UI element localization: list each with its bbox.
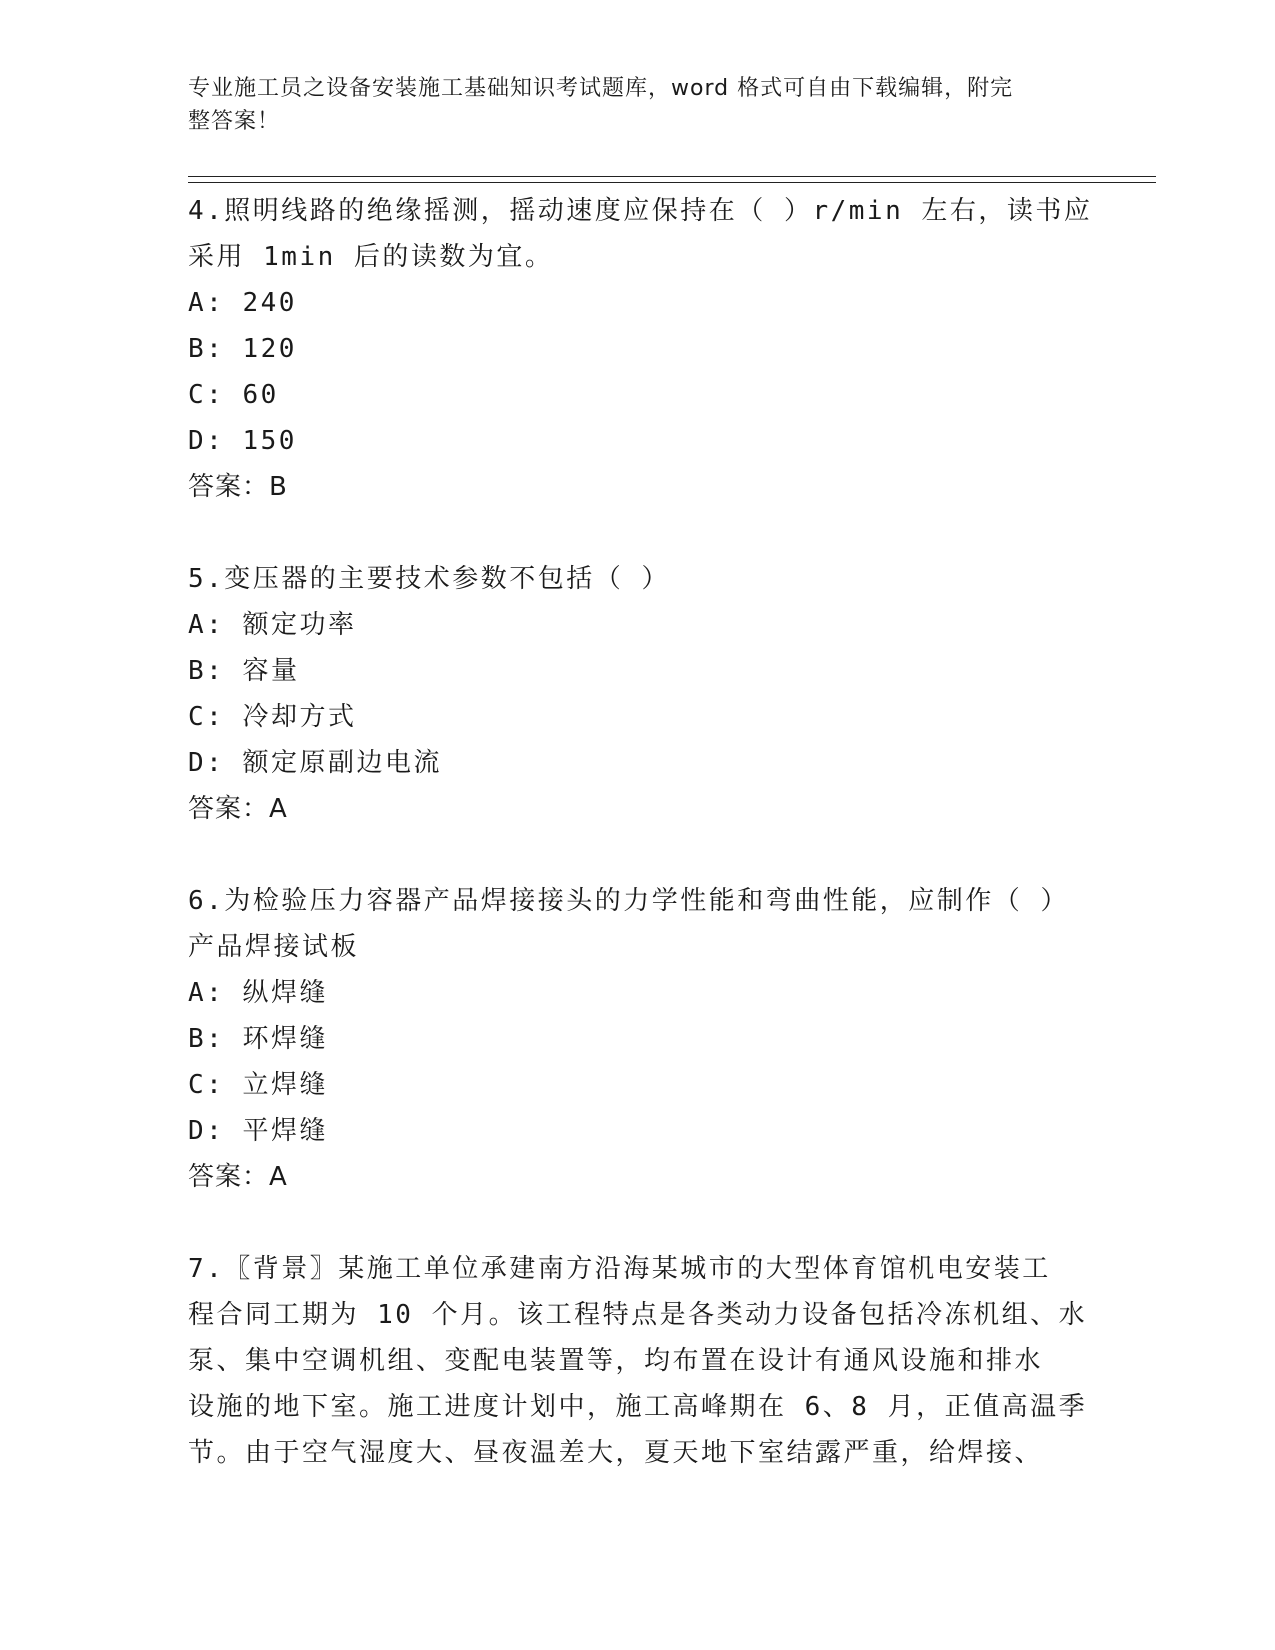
question-stem-line: 4.照明线路的绝缘摇测，摇动速度应保持在（ ）r/min 左右，读书应 [188,196,1093,226]
question-stem-line: 设施的地下室。施工进度计划中，施工高峰期在 6、8 月，正值高温季 [188,1392,1088,1422]
option-d: D: 额定原副边电流 [188,748,442,778]
question-4 [188,188,1093,510]
option-b: B: 容量 [188,656,300,686]
question-stem-line: 5.变压器的主要技术参数不包括（ ） [188,564,670,594]
answer-line: 答案：A [188,1162,288,1192]
question-stem-line: 7.〖背景〗某施工单位承建南方沿海某城市的大型体育馆机电安装工 [188,1254,1051,1284]
header-line-2: 整答案！ [188,109,281,134]
question-stem-line: 泵、集中空调机组、变配电装置等，均布置在设计有通风设施和排水 [188,1346,1044,1376]
spacer [188,1200,1068,1246]
option-c: C: 60 [188,380,279,410]
option-d: D: 150 [188,426,297,456]
question-stem-line: 6.为检验压力容器产品焊接接头的力学性能和弯曲性能，应制作（ ） [188,886,1069,916]
question-stem-line: 程合同工期为 10 个月。该工程特点是各类动力设备包括冷冻机组、水 [188,1300,1088,1330]
question-stem-line: 采用 1min 后的读数为宜。 [188,242,554,272]
header-line-1: 专业施工员之设备安装施工基础知识考试题库，word 格式可自由下载编辑，附完 [188,76,1014,101]
question-5 [188,556,1068,832]
option-c: C: 冷却方式 [188,702,357,732]
option-c: C: 立焊缝 [188,1070,328,1100]
header-divider-bottom [188,182,1156,183]
option-b: B: 环焊缝 [188,1024,328,1054]
option-a: A: 240 [188,288,297,318]
question-stem-line: 节。由于空气湿度大、昼夜温差大，夏天地下室结露严重，给焊接、 [188,1438,1044,1468]
answer-line: 答案：A [188,794,288,824]
option-d: D: 平焊缝 [188,1116,328,1146]
option-b: B: 120 [188,334,297,364]
question-stem-line: 产品焊接试板 [188,932,360,962]
spacer [188,832,1068,878]
option-a: A: 额定功率 [188,610,357,640]
header-divider-top [188,176,1156,177]
question-list [188,188,1093,1476]
question-7 [188,1246,1088,1476]
answer-line: 答案：B [188,472,288,502]
spacer [188,510,1068,556]
question-6 [188,878,1068,1200]
option-a: A: 纵焊缝 [188,978,328,1008]
document-header [188,72,1068,138]
